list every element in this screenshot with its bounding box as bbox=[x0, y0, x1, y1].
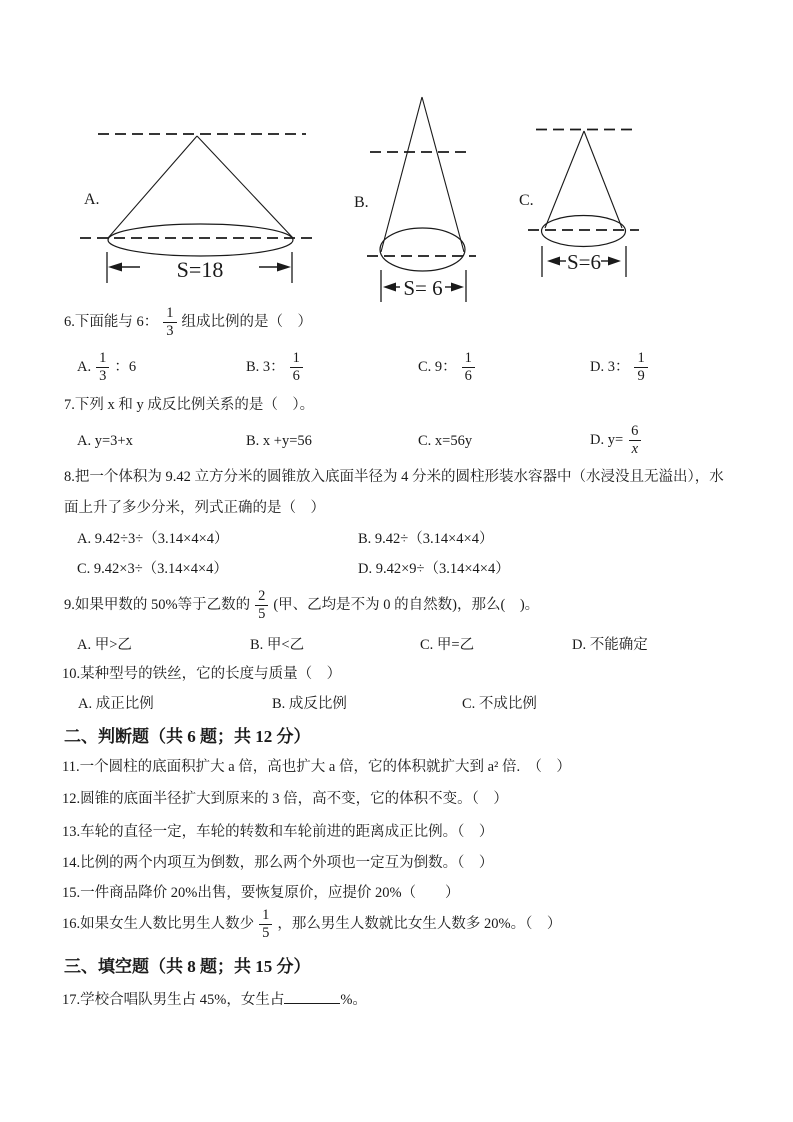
question-6-option-d bbox=[590, 349, 653, 385]
fraction-numerator: 2 bbox=[258, 587, 266, 604]
question-11: 11.一个圆柱的底面积扩大 a 倍，高也扩大 a 倍，它的体积就扩大到 a² 倍. （ ） bbox=[62, 759, 571, 775]
fraction-denominator: 6 bbox=[290, 367, 303, 384]
cone-b-base-ellipse bbox=[380, 228, 465, 271]
question-13: 13.车轮的直径一定，车轮的转数和车轮前进的距离成正比例。（ ） bbox=[62, 824, 494, 840]
question-6-stem bbox=[64, 304, 312, 340]
question-16 bbox=[62, 906, 561, 942]
question-17 bbox=[62, 990, 367, 1009]
cone-b-arrow-right-head bbox=[451, 283, 464, 292]
question-10-option-b: B. 成反比例 bbox=[272, 696, 347, 712]
cone-c-base-ellipse bbox=[542, 216, 626, 247]
question-16-text-post: ，那么男生人数就比女生人数多 20%。（ ） bbox=[277, 915, 562, 932]
question-8-option-a: A. 9.42÷3÷（3.14×4×4） bbox=[77, 531, 229, 547]
question-9-stem bbox=[64, 588, 539, 622]
question-6-text-post: 组成比例的是（ ） bbox=[181, 313, 312, 330]
question-7-option-d bbox=[590, 422, 646, 458]
fraction-numerator: 1 bbox=[464, 349, 472, 366]
question-14: 14.比例的两个内项互为倒数，那么两个外项也一定互为倒数。（ ） bbox=[62, 855, 494, 871]
cone-a-label: A. bbox=[84, 191, 100, 208]
fraction-denominator: 9 bbox=[634, 367, 647, 384]
cone-b-arrow-left-head bbox=[383, 283, 396, 292]
question-17-text-pre: 17.学校合唱队男生占 45%，女生占 bbox=[62, 992, 285, 1008]
question-9-option-b: B. 甲<乙 bbox=[250, 637, 305, 653]
question-17-text-post: %。 bbox=[340, 992, 367, 1008]
fraction-numerator: 1 bbox=[262, 906, 270, 923]
cone-b-figure bbox=[367, 97, 476, 302]
cone-b-dimension-label: S= 6 bbox=[403, 276, 443, 300]
cone-c-arrow-left-head bbox=[547, 257, 560, 266]
question-12: 12.圆锥的底面半径扩大到原来的 3 倍，高不变，它的体积不变。（ ） bbox=[62, 791, 508, 807]
question-7-option-a: A. y=3+x bbox=[77, 433, 133, 449]
option-label: B. 3： bbox=[246, 358, 285, 375]
question-6-option-c bbox=[418, 349, 480, 385]
question-9-option-d: D. 不能确定 bbox=[572, 637, 648, 653]
fraction-denominator: 5 bbox=[259, 924, 272, 941]
fraction-6-x bbox=[628, 424, 641, 457]
option-label: D. 3： bbox=[590, 358, 630, 375]
fraction-numerator: 1 bbox=[166, 304, 174, 321]
cone-a-right-side bbox=[197, 136, 293, 238]
cone-figures bbox=[0, 0, 793, 320]
question-6-text-pre: 6.下面能与 6： bbox=[64, 313, 159, 330]
cone-a-dimension-label: S=18 bbox=[176, 257, 224, 282]
question-10-stem: 10.某种型号的铁丝，它的长度与质量（ ） bbox=[62, 666, 342, 682]
cone-b-label: B. bbox=[354, 194, 369, 211]
fraction-denominator: x bbox=[629, 440, 641, 457]
cone-c-dimension-label: S=6 bbox=[566, 250, 602, 274]
fraction-1-3 bbox=[163, 306, 176, 339]
cone-a-base-ellipse bbox=[108, 224, 293, 256]
fraction-1-6 bbox=[290, 351, 303, 384]
question-6-option-b bbox=[246, 349, 308, 385]
question-7-stem: 7.下列 x 和 y 成反比例关系的是（ ）。 bbox=[64, 397, 315, 413]
option-tail: ：6 bbox=[114, 358, 137, 375]
fraction-denominator: 3 bbox=[163, 322, 176, 339]
section-3-header: 三、填空题（共 8 题；共 15 分） bbox=[64, 957, 311, 976]
question-16-text-pre: 16.如果女生人数比男生人数少 bbox=[62, 915, 255, 932]
question-10-option-a: A. 成正比例 bbox=[78, 696, 154, 712]
fraction-1-5 bbox=[259, 908, 272, 941]
cone-a-arrow-right-head bbox=[277, 263, 291, 272]
question-9-text-post: (甲、乙均是不为 0 的自然数)，那么( )。 bbox=[273, 596, 540, 613]
cone-a-left-side bbox=[108, 136, 197, 238]
fraction-denominator: 6 bbox=[462, 367, 475, 384]
question-8-option-c: C. 9.42×3÷（3.14×4×4） bbox=[77, 561, 228, 577]
fraction-numerator: 6 bbox=[631, 422, 639, 439]
cone-c-right-side bbox=[584, 131, 622, 228]
cone-a-arrow-left-head bbox=[108, 263, 122, 272]
question-8-stem-line2: 面上升了多少分米，列式正确的是（ ） bbox=[64, 500, 325, 516]
cone-c-arrow-right-head bbox=[608, 257, 621, 266]
question-9-option-c: C. 甲=乙 bbox=[420, 637, 475, 653]
fraction-1-3 bbox=[96, 351, 109, 384]
option-label: A. bbox=[77, 358, 92, 375]
cone-c-left-side bbox=[545, 131, 584, 228]
fraction-denominator: 5 bbox=[255, 605, 268, 622]
fraction-numerator: 1 bbox=[637, 349, 645, 366]
question-15: 15.一件商品降价 20%出售，要恢复原价，应提价 20%（ ） bbox=[62, 885, 460, 901]
question-8-option-d: D. 9.42×9÷（3.14×4×4） bbox=[358, 561, 510, 577]
question-8-option-b: B. 9.42÷（3.14×4×4） bbox=[358, 531, 494, 547]
answer-blank bbox=[284, 990, 340, 1004]
section-2-header: 二、判断题（共 6 题；共 12 分） bbox=[64, 727, 311, 746]
question-7-option-c: C. x=56y bbox=[418, 433, 473, 449]
question-8-stem-line1: 8.把一个体积为 9.42 立方分米的圆锥放入底面半径为 4 分米的圆柱形装水容器中（水浸没且无溢出），水 bbox=[64, 469, 724, 485]
option-label: C. 9： bbox=[418, 358, 457, 375]
fraction-numerator: 1 bbox=[99, 349, 107, 366]
fraction-denominator: 3 bbox=[96, 367, 109, 384]
question-9-text-pre: 9.如果甲数的 50%等于乙数的 bbox=[64, 596, 251, 613]
fraction-1-6 bbox=[462, 351, 475, 384]
option-label: D. y= bbox=[590, 431, 624, 448]
question-6-option-a bbox=[77, 349, 136, 385]
question-9-option-a: A. 甲>乙 bbox=[77, 637, 132, 653]
fraction-numerator: 1 bbox=[292, 349, 300, 366]
fraction-2-5 bbox=[255, 589, 268, 622]
fraction-1-9 bbox=[634, 351, 647, 384]
question-7-option-b: B. x +y=56 bbox=[246, 433, 312, 449]
cone-c-label: C. bbox=[519, 192, 534, 209]
question-10-option-c: C. 不成比例 bbox=[462, 696, 537, 712]
